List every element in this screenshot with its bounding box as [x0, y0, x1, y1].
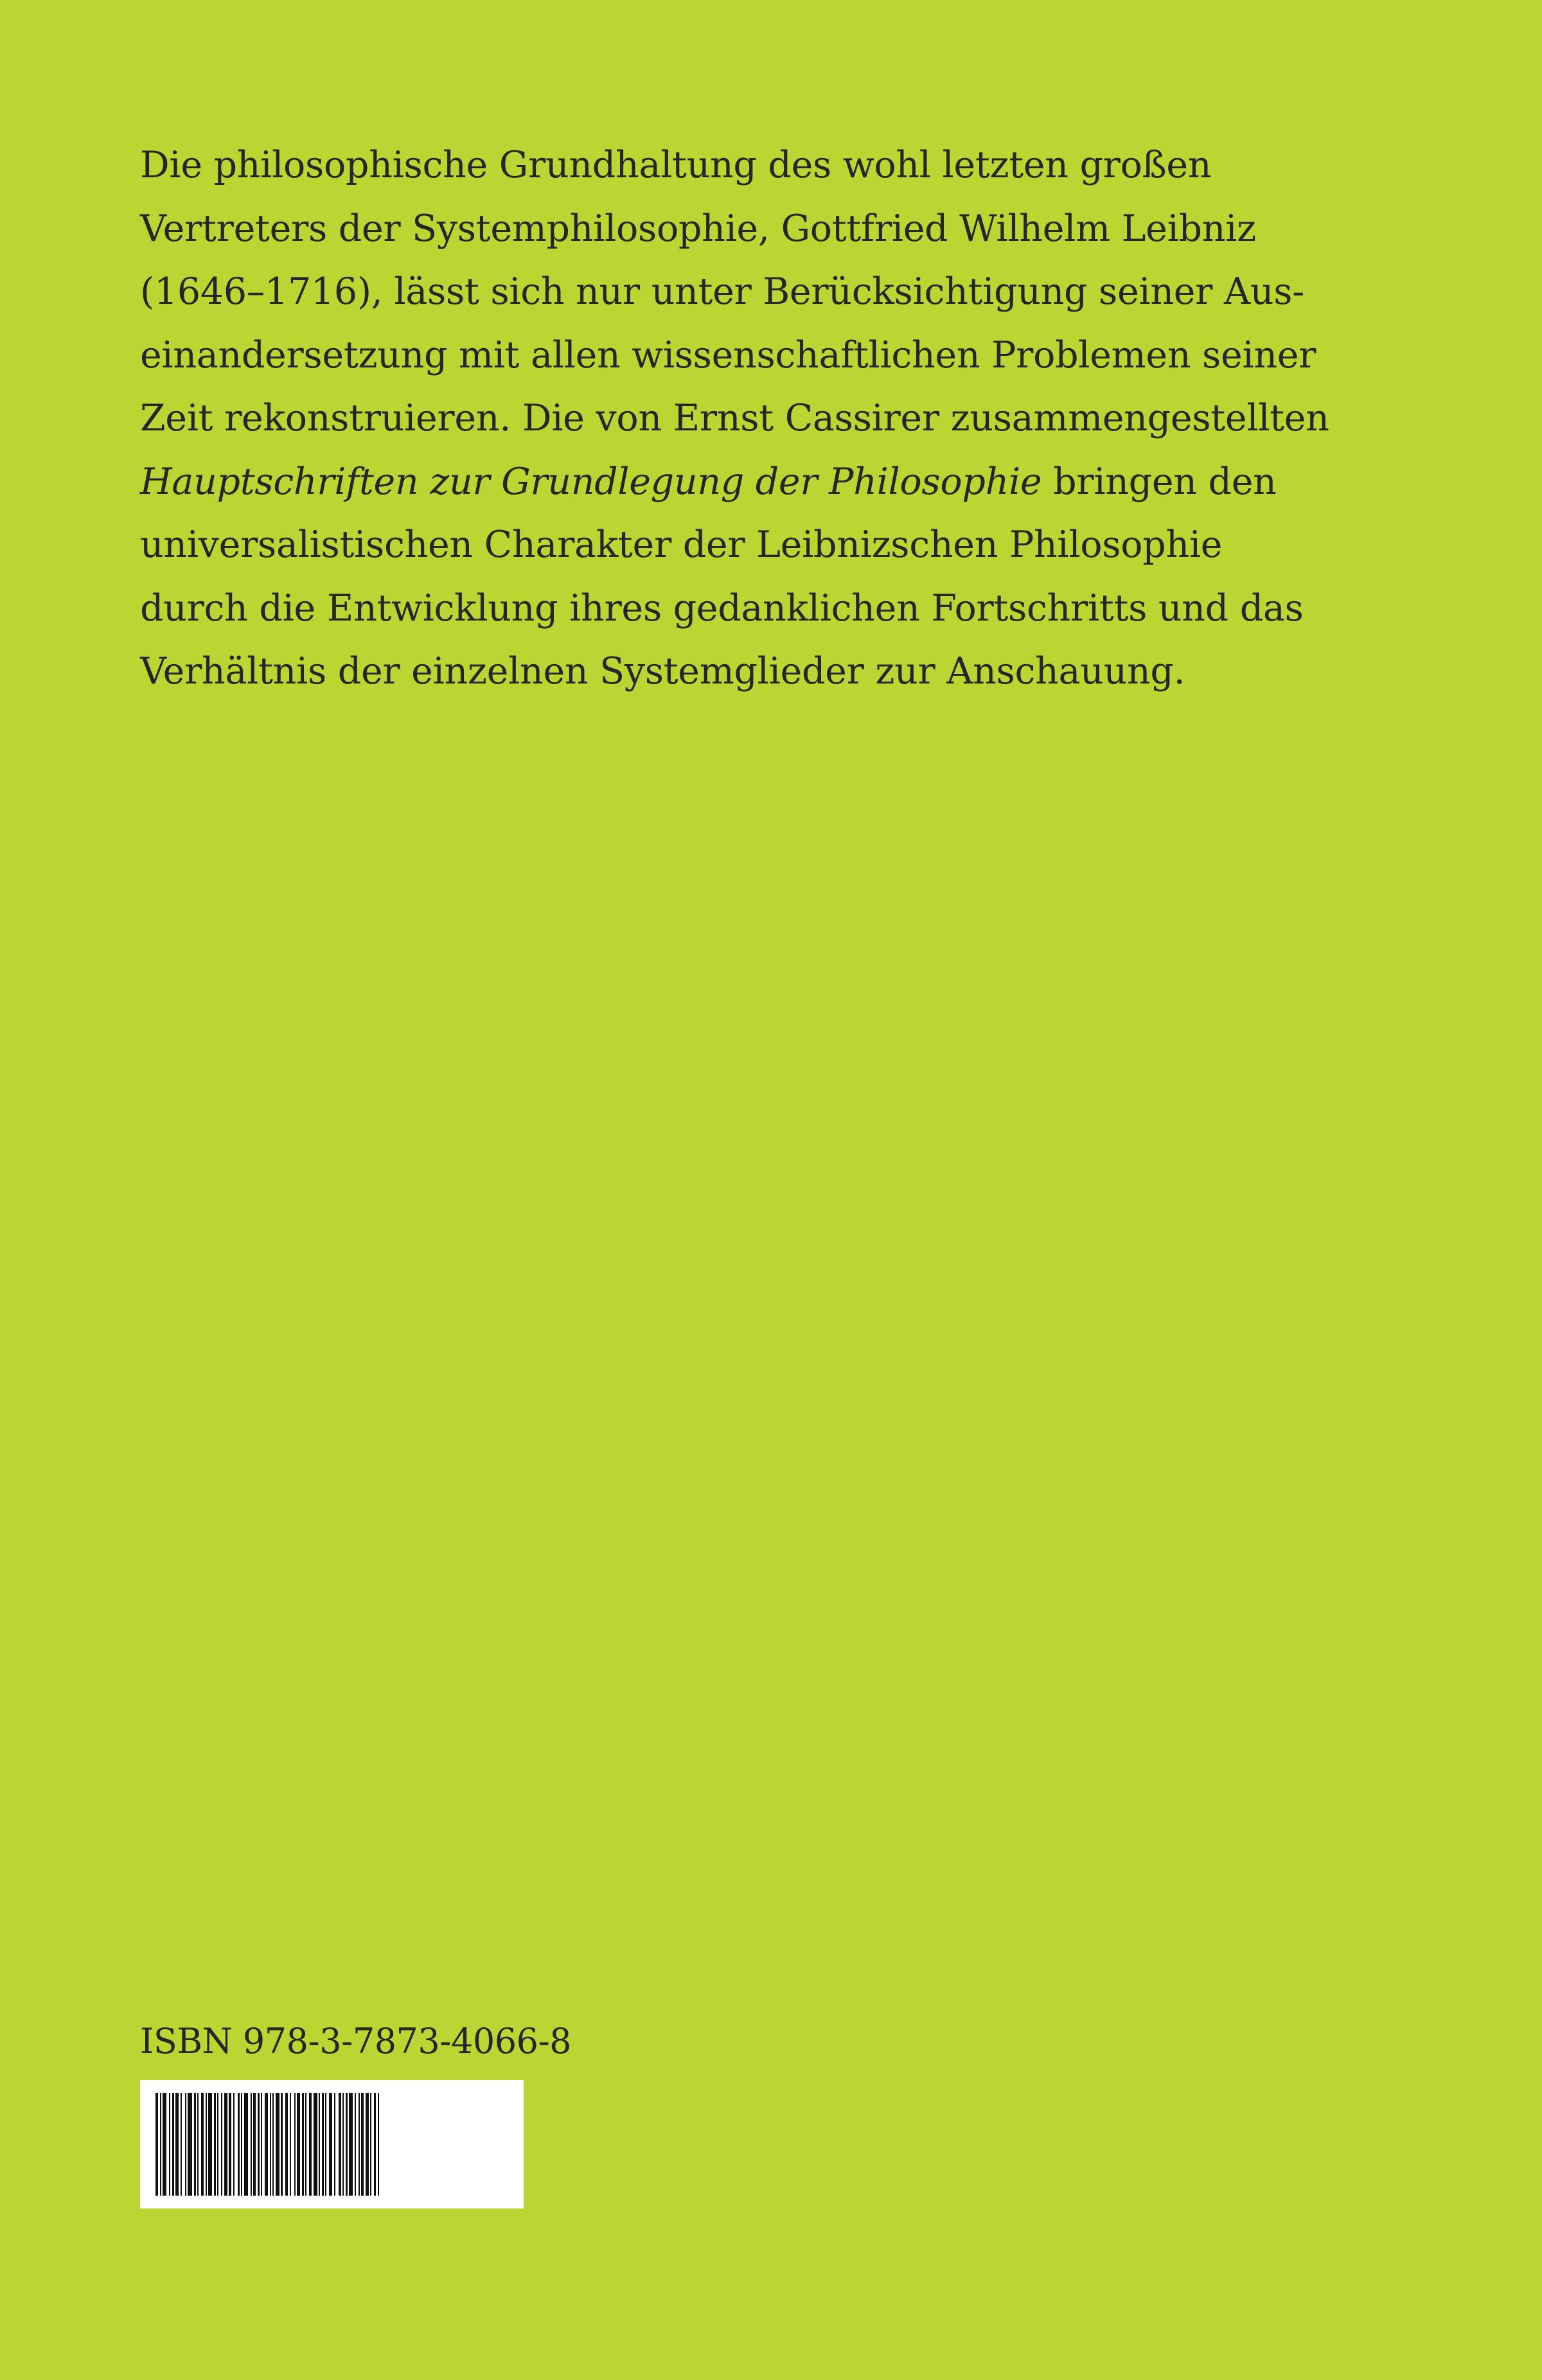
book-title-italic: Hauptschriften zur Grundlegung der Philosophie: [140, 460, 1042, 503]
barcode-bar: [253, 2093, 256, 2196]
barcode-bar: [188, 2093, 192, 2196]
barcode-bar: [339, 2093, 341, 2196]
barcode-bar: [229, 2093, 231, 2196]
barcode-bar: [261, 2093, 262, 2196]
barcode-bar: [285, 2093, 288, 2196]
barcode-bars: [140, 2080, 524, 2208]
blurb-line-rest: bringen den: [1041, 460, 1277, 503]
barcode-bar: [244, 2093, 248, 2196]
barcode-bar: [224, 2093, 227, 2196]
barcode-bar: [349, 2093, 353, 2196]
barcode-bar: [169, 2093, 170, 2196]
barcode-bar: [361, 2093, 364, 2196]
barcode-bar: [206, 2093, 207, 2196]
barcode-bar: [297, 2093, 300, 2196]
barcode-bar: [302, 2093, 304, 2196]
barcode-bar: [294, 2093, 296, 2196]
barcode-bar: [241, 2093, 242, 2196]
barcode-bar: [238, 2093, 240, 2196]
blurb-line: Verhältnis der einzelnen Systemglieder zur Anschauung.: [140, 650, 1185, 692]
blurb-line: Vertreters der Systemphilosophie, Gottfried Wilhelm Leibniz: [140, 207, 1256, 250]
blurb-line: durch die Entwicklung ihres gedanklichen Fortschritts und das: [140, 586, 1304, 630]
barcode-bar: [155, 2093, 158, 2196]
blurb-line: [140, 450, 1297, 514]
barcode-bar: [270, 2093, 271, 2196]
barcode-bar: [258, 2093, 260, 2196]
barcode-bar: [197, 2093, 199, 2196]
barcode-bar: [214, 2093, 216, 2196]
barcode-bar: [325, 2093, 326, 2196]
blurb-line: Zeit rekonstruieren. Die von Ernst Cassirer zusammengestellten: [140, 397, 1329, 439]
barcode-bar: [175, 2093, 179, 2196]
blurb-line: einandersetzung mit allen wissenschaftlichen Problemen seiner: [140, 333, 1316, 376]
barcode-bar: [329, 2093, 332, 2196]
barcode-bar: [334, 2093, 335, 2196]
barcode-bar: [342, 2093, 344, 2196]
blurb-line: Die philosophische Grundhaltung des wohl letzten großen: [140, 144, 1212, 186]
barcode-bar: [281, 2093, 283, 2196]
isbn-label: ISBN 978-3-7873-4066-8: [140, 2021, 572, 2061]
barcode-bar: [172, 2093, 174, 2196]
barcode-bar: [185, 2093, 186, 2196]
barcode-bar: [208, 2093, 212, 2196]
barcode-bar: [305, 2093, 306, 2196]
barcode-bar: [355, 2093, 356, 2196]
barcode-bar: [370, 2093, 371, 2196]
barcode-bar: [314, 2093, 317, 2196]
barcode-bar: [378, 2093, 379, 2196]
barcode-bar: [272, 2093, 274, 2196]
barcode-bar: [160, 2093, 161, 2196]
barcode-bar: [374, 2093, 376, 2196]
blurb-text: [140, 134, 1329, 703]
blurb-line: (1646–1716), lässt sich nur unter Berücksichtigung seiner Aus-: [140, 270, 1305, 313]
barcode-bar: [265, 2093, 268, 2196]
barcode-bar: [217, 2093, 218, 2196]
barcode-bar: [309, 2093, 312, 2196]
barcode-bar: [181, 2093, 182, 2196]
barcode-bar: [233, 2093, 235, 2196]
barcode-bar: [163, 2093, 166, 2196]
barcode-bar: [319, 2093, 320, 2196]
barcode-bar: [366, 2093, 369, 2196]
barcode-bar: [290, 2093, 291, 2196]
barcode-bar: [201, 2093, 204, 2196]
barcode-bar: [322, 2093, 324, 2196]
blurb-line: universalistischen Charakter der Leibnizschen Philosophie: [140, 524, 1223, 566]
barcode-bar: [276, 2093, 279, 2196]
barcode-bar: [194, 2093, 196, 2196]
barcode-bar: [251, 2093, 252, 2196]
barcode-bar: [221, 2093, 222, 2196]
barcode: [140, 2080, 524, 2208]
barcode-bar: [346, 2093, 348, 2196]
barcode-bar: [359, 2093, 360, 2196]
